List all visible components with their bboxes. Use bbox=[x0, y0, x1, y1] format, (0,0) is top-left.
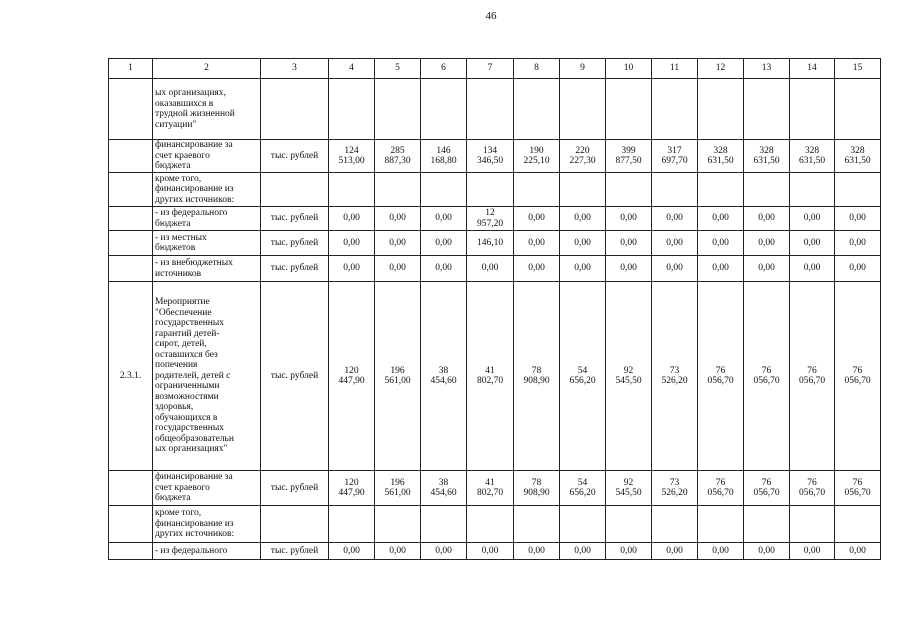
value-cell: 0,00 bbox=[790, 231, 835, 256]
value-cell: 0,00 bbox=[560, 207, 606, 231]
value-cell: 0,00 bbox=[467, 543, 514, 560]
value-cell: 38 454,60 bbox=[421, 471, 467, 506]
value-cell: 0,00 bbox=[790, 543, 835, 560]
unit-cell: тыс. рублей bbox=[261, 256, 329, 282]
row-name-cell: финансирование за счет краевого бюджета bbox=[153, 471, 261, 506]
value-cell: 76 056,70 bbox=[790, 471, 835, 506]
value-cell: 38 454,60 bbox=[421, 282, 467, 471]
value-cell bbox=[514, 79, 560, 140]
value-cell bbox=[421, 173, 467, 207]
value-cell: 146,10 bbox=[467, 231, 514, 256]
value-cell: 76 056,70 bbox=[790, 282, 835, 471]
table-row bbox=[109, 506, 881, 543]
value-cell: 0,00 bbox=[606, 543, 652, 560]
row-number-cell: 2.3.1. bbox=[109, 282, 153, 471]
value-cell: 328 631,50 bbox=[790, 140, 835, 173]
row-number-cell bbox=[109, 543, 153, 560]
column-header: 10 bbox=[606, 59, 652, 79]
column-header: 14 bbox=[790, 59, 835, 79]
value-cell: 76 056,70 bbox=[835, 471, 881, 506]
value-cell bbox=[606, 79, 652, 140]
value-cell: 190 225,10 bbox=[514, 140, 560, 173]
value-cell: 0,00 bbox=[375, 231, 421, 256]
column-header: 8 bbox=[514, 59, 560, 79]
value-cell bbox=[560, 79, 606, 140]
row-number-cell bbox=[109, 256, 153, 282]
value-cell: 76 056,70 bbox=[744, 282, 790, 471]
row-name-cell: кроме того, финансирование из других источников: bbox=[153, 506, 261, 543]
value-cell: 0,00 bbox=[652, 231, 698, 256]
column-header: 13 bbox=[744, 59, 790, 79]
column-header: 6 bbox=[421, 59, 467, 79]
value-cell: 41 802,70 bbox=[467, 282, 514, 471]
table-row bbox=[109, 207, 881, 231]
unit-cell: тыс. рублей bbox=[261, 140, 329, 173]
value-cell: 196 561,00 bbox=[375, 282, 421, 471]
value-cell: 0,00 bbox=[652, 207, 698, 231]
value-cell: 0,00 bbox=[744, 207, 790, 231]
value-cell: 0,00 bbox=[514, 207, 560, 231]
row-number-cell bbox=[109, 506, 153, 543]
value-cell: 0,00 bbox=[835, 231, 881, 256]
value-cell: 0,00 bbox=[329, 543, 375, 560]
row-name-cell: - из внебюджетных источников bbox=[153, 256, 261, 282]
value-cell: 0,00 bbox=[698, 231, 744, 256]
column-header: 2 bbox=[153, 59, 261, 79]
value-cell: 0,00 bbox=[606, 231, 652, 256]
value-cell: 120 447,90 bbox=[329, 282, 375, 471]
value-cell: 0,00 bbox=[421, 543, 467, 560]
value-cell: 12 957,20 bbox=[467, 207, 514, 231]
budget-table bbox=[108, 58, 881, 560]
value-cell bbox=[421, 79, 467, 140]
row-name-cell: - из местных бюджетов bbox=[153, 231, 261, 256]
value-cell bbox=[835, 173, 881, 207]
value-cell: 0,00 bbox=[652, 256, 698, 282]
row-number-cell bbox=[109, 231, 153, 256]
value-cell: 0,00 bbox=[835, 207, 881, 231]
value-cell bbox=[835, 506, 881, 543]
value-cell: 0,00 bbox=[421, 256, 467, 282]
row-number-cell bbox=[109, 207, 153, 231]
value-cell: 328 631,50 bbox=[698, 140, 744, 173]
value-cell bbox=[652, 79, 698, 140]
value-cell: 0,00 bbox=[421, 207, 467, 231]
value-cell: 0,00 bbox=[375, 543, 421, 560]
table-row bbox=[109, 256, 881, 282]
value-cell: 0,00 bbox=[698, 207, 744, 231]
column-header: 4 bbox=[329, 59, 375, 79]
row-name-cell: кроме того, финансирование из других источников: bbox=[153, 173, 261, 207]
unit-cell: тыс. рублей bbox=[261, 471, 329, 506]
value-cell: 41 802,70 bbox=[467, 471, 514, 506]
row-name-cell: - из федерального бюджета bbox=[153, 207, 261, 231]
value-cell: 0,00 bbox=[560, 543, 606, 560]
row-number-cell bbox=[109, 471, 153, 506]
value-cell bbox=[698, 506, 744, 543]
value-cell: 0,00 bbox=[514, 543, 560, 560]
value-cell: 76 056,70 bbox=[835, 282, 881, 471]
value-cell: 0,00 bbox=[375, 207, 421, 231]
value-cell bbox=[560, 506, 606, 543]
value-cell bbox=[790, 79, 835, 140]
value-cell: 0,00 bbox=[652, 543, 698, 560]
unit-cell: тыс. рублей bbox=[261, 543, 329, 560]
value-cell bbox=[698, 79, 744, 140]
value-cell bbox=[835, 79, 881, 140]
column-header: 1 bbox=[109, 59, 153, 79]
row-name-cell: ых организациях, оказавшихся в трудной жизненной ситуации" bbox=[153, 79, 261, 140]
table-row bbox=[109, 543, 881, 560]
value-cell: 0,00 bbox=[329, 231, 375, 256]
value-cell bbox=[329, 173, 375, 207]
value-cell: 399 877,50 bbox=[606, 140, 652, 173]
value-cell: 54 656,20 bbox=[560, 471, 606, 506]
value-cell: 92 545,50 bbox=[606, 282, 652, 471]
value-cell bbox=[744, 173, 790, 207]
value-cell: 76 056,70 bbox=[698, 471, 744, 506]
column-header: 3 bbox=[261, 59, 329, 79]
page-number: 46 bbox=[485, 10, 497, 22]
value-cell: 124 513,00 bbox=[329, 140, 375, 173]
value-cell: 0,00 bbox=[698, 256, 744, 282]
value-cell: 0,00 bbox=[606, 256, 652, 282]
table-row bbox=[109, 231, 881, 256]
value-cell bbox=[375, 173, 421, 207]
value-cell bbox=[514, 506, 560, 543]
row-name-cell: - из федерального bbox=[153, 543, 261, 560]
value-cell: 0,00 bbox=[514, 256, 560, 282]
value-cell bbox=[790, 506, 835, 543]
value-cell: 0,00 bbox=[790, 207, 835, 231]
table-row bbox=[109, 140, 881, 173]
table-row bbox=[109, 79, 881, 140]
value-cell: 134 346,50 bbox=[467, 140, 514, 173]
value-cell: 0,00 bbox=[560, 231, 606, 256]
value-cell bbox=[329, 79, 375, 140]
unit-cell: тыс. рублей bbox=[261, 207, 329, 231]
column-header: 11 bbox=[652, 59, 698, 79]
value-cell: 196 561,00 bbox=[375, 471, 421, 506]
row-name-cell: финансирование за счет краевого бюджета bbox=[153, 140, 261, 173]
value-cell bbox=[606, 506, 652, 543]
value-cell bbox=[421, 506, 467, 543]
value-cell: 0,00 bbox=[329, 207, 375, 231]
value-cell: 0,00 bbox=[421, 231, 467, 256]
value-cell: 317 697,70 bbox=[652, 140, 698, 173]
unit-cell: тыс. рублей bbox=[261, 231, 329, 256]
unit-cell bbox=[261, 173, 329, 207]
value-cell: 285 887,30 bbox=[375, 140, 421, 173]
value-cell bbox=[467, 506, 514, 543]
value-cell: 78 908,90 bbox=[514, 282, 560, 471]
row-number-cell bbox=[109, 173, 153, 207]
value-cell: 0,00 bbox=[329, 256, 375, 282]
column-header: 9 bbox=[560, 59, 606, 79]
value-cell: 220 227,30 bbox=[560, 140, 606, 173]
value-cell: 328 631,50 bbox=[744, 140, 790, 173]
value-cell bbox=[329, 506, 375, 543]
value-cell: 0,00 bbox=[790, 256, 835, 282]
value-cell bbox=[744, 506, 790, 543]
value-cell bbox=[652, 506, 698, 543]
table-header-row bbox=[109, 59, 881, 79]
value-cell: 0,00 bbox=[698, 543, 744, 560]
value-cell: 328 631,50 bbox=[835, 140, 881, 173]
unit-cell bbox=[261, 79, 329, 140]
value-cell bbox=[606, 173, 652, 207]
value-cell: 92 545,50 bbox=[606, 471, 652, 506]
row-number-cell bbox=[109, 79, 153, 140]
value-cell: 0,00 bbox=[744, 231, 790, 256]
value-cell bbox=[467, 79, 514, 140]
value-cell bbox=[744, 79, 790, 140]
table-row bbox=[109, 173, 881, 207]
value-cell: 0,00 bbox=[835, 256, 881, 282]
row-number-cell bbox=[109, 140, 153, 173]
value-cell: 0,00 bbox=[375, 256, 421, 282]
value-cell: 0,00 bbox=[514, 231, 560, 256]
table-body bbox=[109, 59, 881, 560]
value-cell bbox=[652, 173, 698, 207]
value-cell: 120 447,90 bbox=[329, 471, 375, 506]
value-cell: 76 056,70 bbox=[744, 471, 790, 506]
value-cell: 78 908,90 bbox=[514, 471, 560, 506]
unit-cell: тыс. рублей bbox=[261, 282, 329, 471]
table-row bbox=[109, 282, 881, 471]
value-cell: 0,00 bbox=[744, 543, 790, 560]
value-cell: 146 168,80 bbox=[421, 140, 467, 173]
value-cell bbox=[560, 173, 606, 207]
value-cell: 0,00 bbox=[835, 543, 881, 560]
value-cell bbox=[375, 506, 421, 543]
row-name-cell: Мероприятие "Обеспечение государственных гарантий детей- сирот, детей, оставшихся без попечения родителей, детей с ограниченными возможностями здоровья, обучающихся в государственных общеобразовательн ых организациях" bbox=[153, 282, 261, 471]
column-header: 12 bbox=[698, 59, 744, 79]
column-header: 7 bbox=[467, 59, 514, 79]
value-cell: 73 526,20 bbox=[652, 282, 698, 471]
value-cell: 0,00 bbox=[744, 256, 790, 282]
value-cell bbox=[514, 173, 560, 207]
value-cell bbox=[467, 173, 514, 207]
value-cell: 0,00 bbox=[606, 207, 652, 231]
value-cell bbox=[375, 79, 421, 140]
value-cell: 0,00 bbox=[560, 256, 606, 282]
column-header: 5 bbox=[375, 59, 421, 79]
table-row bbox=[109, 471, 881, 506]
column-header: 15 bbox=[835, 59, 881, 79]
value-cell: 0,00 bbox=[467, 256, 514, 282]
value-cell: 73 526,20 bbox=[652, 471, 698, 506]
value-cell bbox=[698, 173, 744, 207]
value-cell bbox=[790, 173, 835, 207]
value-cell: 54 656,20 bbox=[560, 282, 606, 471]
unit-cell bbox=[261, 506, 329, 543]
value-cell: 76 056,70 bbox=[698, 282, 744, 471]
